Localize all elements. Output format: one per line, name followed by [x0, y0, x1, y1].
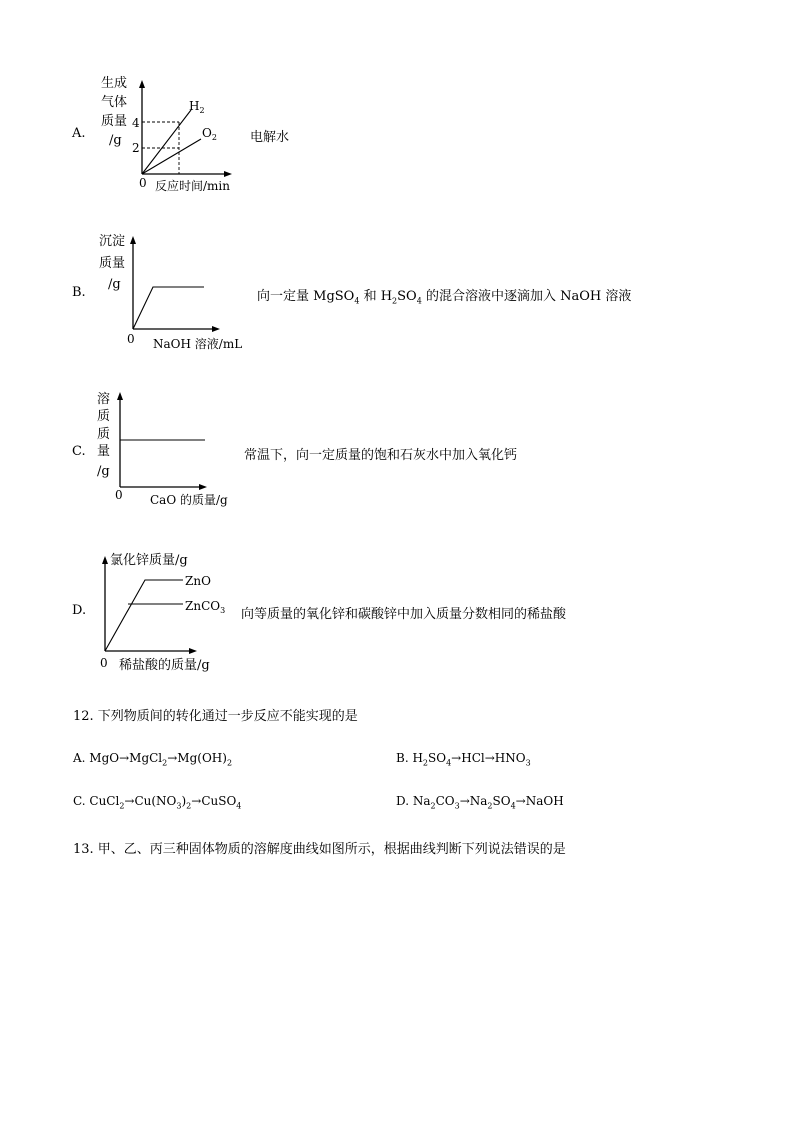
fig-b-xlabel: NaOH 溶液/mL — [153, 337, 243, 351]
q12-option-c: C. $CuCl_2\to Cu(NO_3)_2\to CuSO_4$ — [73, 794, 242, 811]
fig-c-origin: 0 — [115, 488, 123, 502]
fig-b-origin: 0 — [127, 332, 135, 346]
fig-a-x-axis-arrow — [224, 171, 232, 177]
fig-a-ytick-4: 4 — [132, 116, 140, 130]
fig-a-series-o2-label: $O_2$ — [202, 126, 217, 142]
fig-d-series-zno-label: ZnO — [185, 574, 211, 588]
fig-a-series-h2-line — [142, 110, 191, 174]
q12-option-a: A. $MgO\to MgCl_2\to Mg(OH)_2$ — [73, 751, 233, 768]
fig-d-ylabel: 氯化锌质量/g — [110, 553, 188, 568]
fig-a-ylabel-line3: 质量 — [101, 114, 128, 129]
fig-c-ylabel-line1: 溶 — [97, 392, 111, 407]
fig-b-ylabel-line3: /g — [108, 277, 121, 292]
fig-d-series-znco3-label: ZnCO$_3$ — [185, 599, 226, 615]
fig-c-ylabel-line3: 质 — [97, 427, 111, 442]
option-b-label: B. — [72, 285, 86, 300]
fig-c-ylabel-line4: 量 — [97, 444, 111, 459]
q12-option-b: B. $H_2SO_4\to HCl\to HNO_3$ — [396, 751, 531, 768]
fig-a-ylabel-line1: 生成 — [101, 76, 128, 91]
fig-a-origin: 0 — [139, 176, 147, 190]
q12-stem: 12. 下列物质间的转化通过一步反应不能实现的是 — [73, 709, 358, 724]
fig-a-ytick-2: 2 — [132, 141, 140, 155]
fig-c-ylabel-line5: /g — [97, 464, 110, 479]
fig-b-x-axis-arrow — [212, 326, 220, 332]
fig-c-xlabel: CaO 的质量/g — [150, 493, 228, 507]
fig-a-y-axis-arrow — [139, 80, 145, 88]
fig-c-x-axis-arrow — [199, 484, 207, 490]
fig-a-xlabel: 反应时间/min — [155, 179, 230, 193]
q13-stem: 13. 甲、乙、丙三种固体物质的溶解度曲线如图所示，根据曲线判断下列说法错误的是 — [73, 842, 566, 857]
fig-b-curve — [133, 287, 204, 329]
fig-a-ylabel-line4: /g — [109, 133, 122, 148]
fig-b-description: 向一定量 MgSO$_4$ 和 $H_2SO_4$ 的混合溶液中逐滴加入 NaOH 溶液 — [257, 289, 632, 306]
option-a-label: A. — [72, 126, 86, 141]
fig-c-description: 常温下，向一定质量的饱和石灰水中加入氧化钙 — [244, 448, 518, 463]
q12-option-d: D. $Na_2CO_3\to Na_2SO_4\to NaOH$ — [396, 794, 564, 811]
fig-b-ylabel-line1: 沉淀 — [99, 234, 126, 249]
fig-d-series-zno-line — [105, 580, 183, 651]
fig-c-ylabel-line2: 质 — [97, 409, 111, 424]
fig-d-description: 向等质量的氧化锌和碳酸锌中加入质量分数相同的稀盐酸 — [241, 607, 567, 622]
fig-d-xlabel: 稀盐酸的质量/g — [119, 658, 210, 673]
figure-d-zinc-chloride-graph — [95, 544, 240, 674]
fig-c-y-axis-arrow — [117, 392, 123, 400]
fig-a-ylabel-line2: 气体 — [101, 95, 128, 110]
fig-a-series-o2-line — [142, 139, 201, 174]
figure-c-solute-graph — [95, 386, 245, 511]
fig-b-y-axis-arrow — [130, 236, 136, 244]
fig-d-x-axis-arrow — [189, 648, 197, 654]
option-d-label: D. — [72, 603, 87, 618]
fig-a-series-h2-label: $H_2$ — [189, 99, 205, 115]
fig-a-description: 电解水 — [250, 130, 290, 145]
fig-d-origin: 0 — [100, 656, 108, 670]
figure-a-electrolysis-graph — [95, 72, 255, 197]
fig-d-y-axis-arrow — [102, 556, 108, 564]
figure-b-precipitate-graph — [95, 230, 255, 355]
fig-b-ylabel-line2: 质量 — [99, 256, 126, 271]
option-c-label: C. — [72, 444, 86, 459]
